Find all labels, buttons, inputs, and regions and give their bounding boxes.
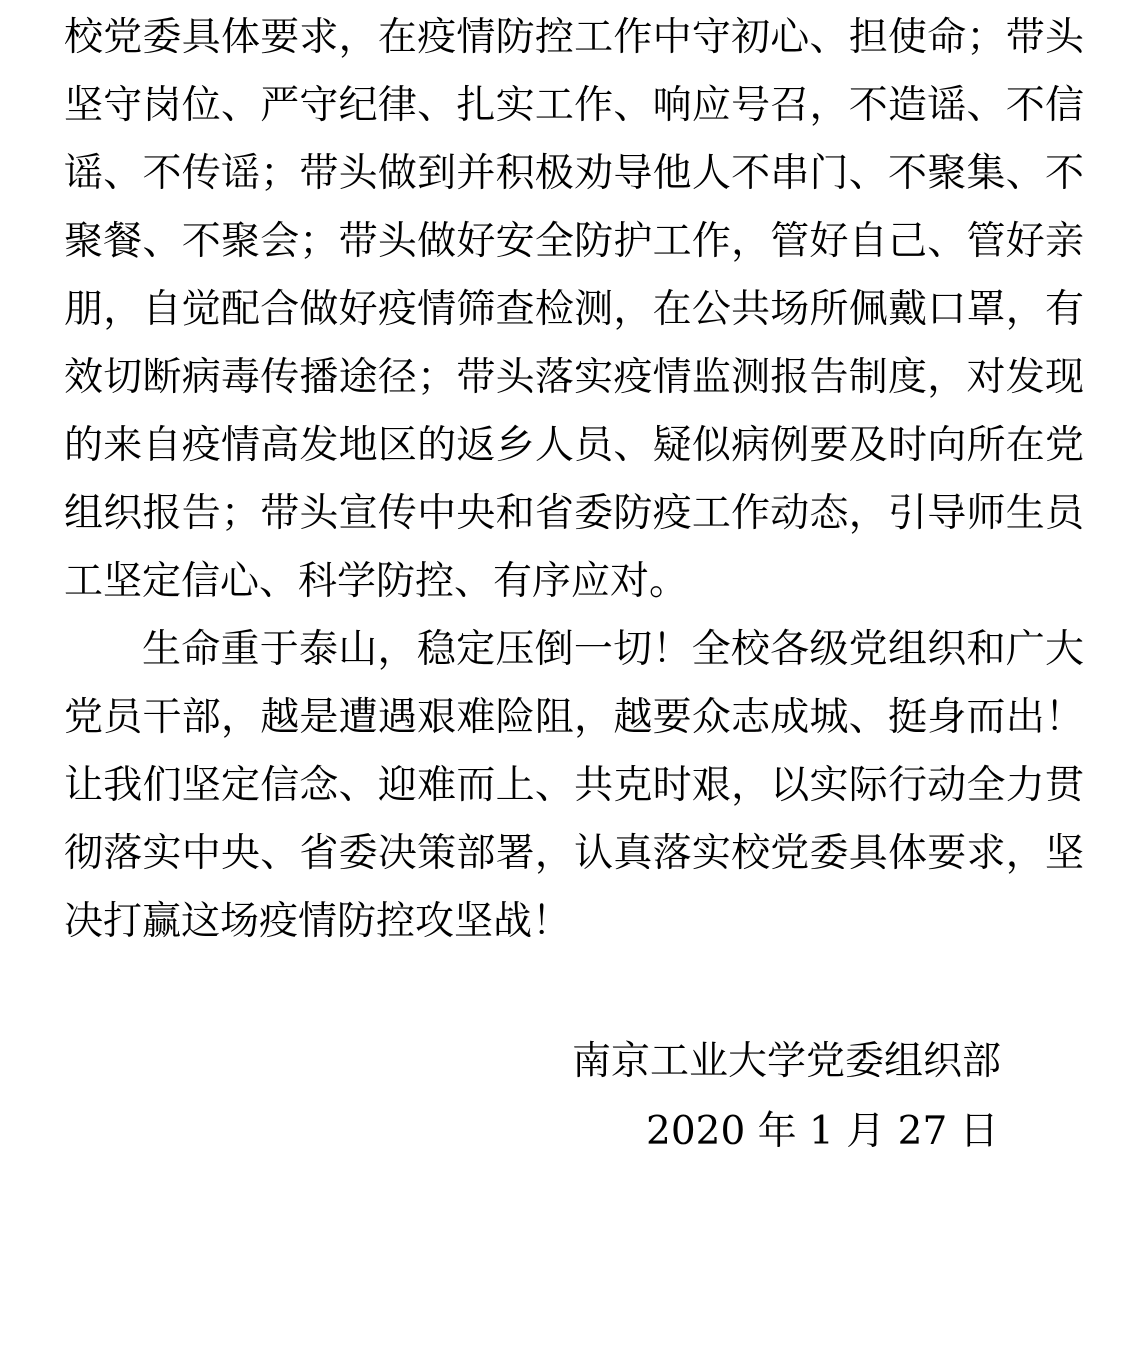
text-line: 彻落实中央、省委决策部署，认真落实校党委具体要求，坚 <box>64 831 1084 876</box>
text-line: 组织报告；带头宣传中央和省委防疫工作动态，引导师生员 <box>64 491 1084 536</box>
signature-organization: 南京工业大学党委组织部 <box>572 1039 1002 1084</box>
text-line: 让我们坚定信念、迎难而上、共克时艰，以实际行动全力贯 <box>64 763 1084 808</box>
paragraph-body-2 <box>64 616 1084 956</box>
text-line: 的来自疫情高发地区的返乡人员、疑似病例要及时向所在党 <box>64 423 1084 468</box>
text-line: 聚餐、不聚会；带头做好安全防护工作，管好自己、管好亲 <box>64 219 1084 264</box>
text-line: 效切断病毒传播途径；带头落实疫情监测报告制度，对发现 <box>64 355 1084 400</box>
text-line: 生命重于泰山，稳定压倒一切！全校各级党组织和广大 <box>142 627 1084 672</box>
signature-date: 2020 年 1 月 27 日 <box>646 1109 999 1154</box>
text-line: 坚守岗位、严守纪律、扎实工作、响应号召，不造谣、不信 <box>64 83 1084 128</box>
text-line: 党员干部，越是遭遇艰难险阻，越要众志成城、挺身而出！ <box>64 695 1084 740</box>
paragraph-body-1 <box>64 4 1084 616</box>
text-line: 朋，自觉配合做好疫情筛查检测，在公共场所佩戴口罩，有 <box>64 287 1084 332</box>
text-line: 校党委具体要求，在疫情防控工作中守初心、担使命；带头 <box>64 15 1084 60</box>
text-line: 决打赢这场疫情防控攻坚战！ <box>64 899 572 944</box>
text-line: 工坚定信心、科学防控、有序应对。 <box>64 559 689 604</box>
text-line: 谣、不传谣；带头做到并积极劝导他人不串门、不聚集、不 <box>64 151 1084 196</box>
